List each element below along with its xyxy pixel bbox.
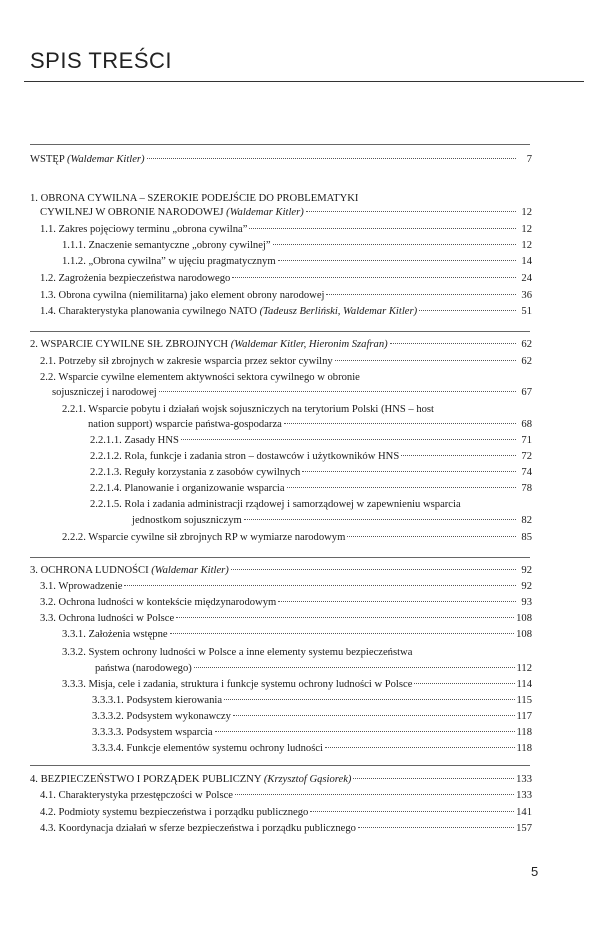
toc-page-number: 118	[516, 727, 532, 738]
toc-entry	[52, 386, 532, 399]
toc-entry-title: 4.2. Podmioty systemu bezpieczeństwa i porządku publicznego	[40, 807, 309, 818]
toc-page-number: 141	[516, 807, 532, 818]
toc-entry-author: (Waldemar Kitler)	[151, 565, 229, 576]
dot-leader	[347, 536, 516, 537]
toc-entry-title: 2.2. Wsparcie cywilne elementem aktywności sektora cywilnego w obronie	[40, 372, 360, 383]
section-divider	[30, 557, 530, 558]
toc-page-number: 67	[521, 387, 532, 398]
toc-page-number: 115	[516, 695, 532, 706]
toc-entry-title: 3.2. Ochrona ludności w kontekście międzynarodowym	[40, 597, 277, 608]
toc-entry-title: 1.1.1. Znaczenie semantyczne „obrony cywilnej”	[62, 240, 271, 251]
toc-page-number: 157	[516, 823, 532, 834]
toc-entry	[90, 482, 532, 495]
toc-entry-title: 2.2.1.3. Reguły korzystania z zasobów cywilnych	[90, 467, 301, 478]
toc-page-number: 114	[516, 679, 532, 690]
dot-leader	[235, 794, 514, 795]
toc-page-number: 62	[521, 339, 532, 350]
dot-leader	[278, 601, 516, 602]
dot-leader	[335, 360, 516, 361]
toc-entry	[40, 596, 532, 609]
dot-leader	[401, 455, 516, 456]
toc-entry-title: 3.3.2. System ochrony ludności w Polsce a inne elementy systemu bezpieczeństwa	[62, 647, 413, 658]
toc-entry-section-2	[30, 338, 532, 351]
toc-entry-title: 2.1. Potrzeby sił zbrojnych w zakresie wsparcia przez sektor cywilny	[40, 356, 333, 367]
toc-entry	[92, 742, 532, 755]
dot-leader	[147, 158, 516, 159]
toc-entry-title: 3. OCHRONA LUDNOŚCI	[30, 565, 152, 576]
toc-page-number: 74	[521, 467, 532, 478]
toc-entry	[40, 305, 532, 318]
dot-leader	[244, 519, 516, 520]
toc-entry-title: 1.1.2. „Obrona cywilna” w ujęciu pragmatycznym	[62, 256, 276, 267]
toc-entry-wstep	[30, 153, 532, 166]
toc-entry-author: (Waldemar Kitler, Hieronim Szafran)	[230, 339, 388, 350]
toc-entry-section-1	[40, 206, 532, 219]
toc-entry-title: 1.4. Charakterystyka planowania cywilnego NATO	[40, 306, 260, 317]
toc-entry-title: 2.2.1.5. Rola i zadania administracji rządowej i samorządowej w zapewnieniu wsparcia	[90, 499, 461, 510]
toc-page-number: 72	[521, 451, 532, 462]
toc-entry	[62, 628, 532, 641]
dot-leader	[176, 617, 514, 618]
toc-entry	[90, 466, 532, 479]
toc-section-heading: 1. OBRONA CYWILNA – SZEROKIE PODEJŚCIE DO PROBLEMATYKI	[30, 193, 359, 204]
toc-page-number: 133	[516, 774, 532, 785]
dot-leader	[181, 439, 516, 440]
toc-entry-author: (Krzysztof Gąsiorek)	[263, 774, 352, 785]
toc-entry	[40, 789, 532, 802]
toc-entry	[40, 355, 532, 368]
toc-page-number: 108	[516, 629, 532, 640]
toc-page-number: 14	[521, 256, 532, 267]
toc-entry-section-4	[30, 773, 532, 786]
toc-entry-title: 2.2.1. Wsparcie pobytu i działań wojsk sojuszniczych na terytorium Polski (HNS – host	[62, 404, 435, 415]
toc-entry	[62, 255, 532, 268]
toc-entry	[92, 726, 532, 739]
toc-entry-title: 3.3. Ochrona ludności w Polsce	[40, 613, 175, 624]
toc-entry-title: 3.1. Wprowadzenie	[40, 581, 123, 592]
dot-leader	[232, 277, 516, 278]
toc-page-number: 62	[521, 356, 532, 367]
toc-page-number: 51	[521, 306, 532, 317]
toc-entry	[92, 710, 532, 723]
toc-entry	[132, 514, 532, 527]
toc-page-number: 82	[521, 515, 532, 526]
toc-page-number: 36	[521, 290, 532, 301]
toc-page-number: 117	[516, 711, 532, 722]
toc-entry-title: 2.2.1.4. Planowanie i organizowanie wsparcia	[90, 483, 285, 494]
section-divider	[30, 144, 530, 145]
toc-page-number: 92	[521, 581, 532, 592]
toc-page-number: 12	[521, 224, 532, 235]
toc-entry-title: jednostkom sojuszniczym	[132, 515, 242, 526]
toc-entry	[40, 612, 532, 625]
dot-leader	[233, 715, 515, 716]
dot-leader	[231, 569, 516, 570]
toc-entry-title: 2.2.1.1. Zasady HNS	[90, 435, 179, 446]
toc-page-number: 7	[526, 154, 532, 165]
toc-entry	[90, 434, 532, 447]
toc-entry-title: 2. WSPARCIE CYWILNE SIŁ ZBROJNYCH	[30, 339, 231, 350]
toc-entry	[40, 822, 532, 835]
toc-entry-title: 1.2. Zagrożenia bezpieczeństwa narodowego	[40, 273, 231, 284]
toc-entry	[40, 223, 532, 236]
toc-entry-title: 4.3. Koordynacja działań w sferze bezpieczeństwa i porządku publicznego	[40, 823, 356, 834]
toc-entry-title: 3.3.3.1. Podsystem kierowania	[92, 695, 223, 706]
toc-entry-title: WSTĘP	[30, 154, 67, 165]
dot-leader	[287, 487, 516, 488]
toc-entry-title: 2.2.1.2. Rola, funkcje i zadania stron – dostawców i użytkowników HNS	[90, 451, 400, 462]
toc-entry	[95, 662, 532, 675]
dot-leader	[353, 778, 514, 779]
section-divider	[30, 331, 530, 332]
toc-entry	[92, 694, 532, 707]
dot-leader	[302, 471, 516, 472]
toc-entry	[62, 239, 532, 252]
dot-leader	[306, 211, 516, 212]
dot-leader	[414, 683, 514, 684]
toc-page-number: 133	[516, 790, 532, 801]
toc-entry-title: CYWILNEJ W OBRONIE NARODOWEJ	[40, 207, 227, 218]
page-title: SPIS TREŚCI	[30, 48, 173, 73]
toc-page-number: 12	[521, 240, 532, 251]
toc-entry-title: 3.3.3.3. Podsystem wsparcia	[92, 727, 213, 738]
toc-entry-title: państwa (narodowego)	[95, 663, 192, 674]
toc-page-number: 92	[521, 565, 532, 576]
dot-leader	[326, 294, 516, 295]
toc-entry	[90, 450, 532, 463]
toc-page-number: 78	[521, 483, 532, 494]
toc-entry-author: (Tadeusz Berliński, Waldemar Kitler)	[259, 306, 418, 317]
toc-entry	[88, 418, 532, 431]
toc-entry	[62, 531, 532, 544]
toc-page-number: 24	[521, 273, 532, 284]
toc-entry-title: sojuszniczej i narodowej	[52, 387, 157, 398]
toc-entry-title: 3.3.3.4. Funkcje elementów systemu ochrony ludności	[92, 743, 323, 754]
dot-leader	[159, 391, 516, 392]
toc-entry	[40, 806, 532, 819]
dot-leader	[419, 310, 516, 311]
page-number: 5	[531, 864, 539, 879]
dot-leader	[310, 811, 514, 812]
toc-entry-title: nation support) wsparcie państwa-gospodarza	[88, 419, 282, 430]
dot-leader	[215, 731, 515, 732]
toc-entry-section-3	[30, 564, 532, 577]
dot-leader	[273, 244, 516, 245]
dot-leader	[358, 827, 514, 828]
dot-leader	[325, 747, 515, 748]
dot-leader	[170, 633, 515, 634]
toc-entry-title: 1.1. Zakres pojęciowy terminu „obrona cywilna”	[40, 224, 248, 235]
toc-entry	[62, 678, 532, 691]
dot-leader	[124, 585, 516, 586]
toc-page-number: 93	[521, 597, 532, 608]
toc-page-number: 85	[521, 532, 532, 543]
toc-entry-author: (Waldemar Kitler)	[226, 207, 304, 218]
dot-leader	[194, 667, 515, 668]
toc-entry-title: 1.3. Obrona cywilna (niemilitarna) jako element obrony narodowej	[40, 290, 325, 301]
section-divider	[30, 765, 530, 766]
toc-page-number: 118	[516, 743, 532, 754]
toc-page-number: 71	[521, 435, 532, 446]
dot-leader	[390, 343, 516, 344]
dot-leader	[278, 260, 516, 261]
toc-entry-title: 4.1. Charakterystyka przestępczości w Polsce	[40, 790, 233, 801]
toc-entry-author: (Waldemar Kitler)	[66, 154, 145, 165]
dot-leader	[284, 423, 516, 424]
dot-leader	[224, 699, 514, 700]
toc-entry-title: 4. BEZPIECZEŃSTWO I PORZĄDEK PUBLICZNY	[30, 774, 264, 785]
toc-entry-title: 3.3.1. Założenia wstępne	[62, 629, 168, 640]
dot-leader	[249, 228, 516, 229]
toc-page-number: 12	[521, 207, 532, 218]
toc-entry	[40, 580, 532, 593]
toc-entry-title: 3.3.3.2. Podsystem wykonawczy	[92, 711, 231, 722]
toc-entry-title: 2.2.2. Wsparcie cywilne sił zbrojnych RP w wymiarze narodowym	[62, 532, 346, 543]
toc-entry	[40, 272, 532, 285]
toc-entry-title: 3.3.3. Misja, cele i zadania, struktura i funkcje systemu ochrony ludności w Polsce	[62, 679, 413, 690]
toc-entry	[40, 289, 532, 302]
toc-page-number: 68	[521, 419, 532, 430]
toc-page-number: 112	[516, 663, 532, 674]
toc-page-number: 108	[516, 613, 532, 624]
